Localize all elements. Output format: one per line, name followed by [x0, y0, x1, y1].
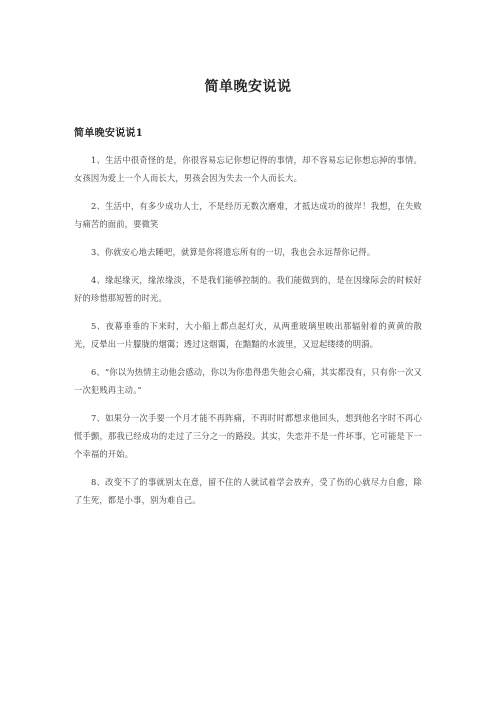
paragraph-7: 7、如果分一次手要一个月才能不再阵痛，不再时时都想求他回头，想到他名字时不再心慌手颤，那我已经成功的走过了三分之一的路段。其实，失恋并不是一件坏事，它可能是下一个幸福的开始。: [74, 413, 422, 459]
paragraph-8: 8、改变不了的事就别太在意，留不住的人就试着学会放弃，受了伤的心就尽力自愈，除了生死，都是小事，别为难自己。: [74, 477, 422, 505]
document-title: 简单晚安说说: [204, 79, 292, 95]
paragraph-4: 4、缘起缘灭，缘浓缘淡，不是我们能够控制的。我们能做到的，是在因缘际会的时候好好的珍惜那短暂的时光。: [74, 275, 422, 303]
paragraph-6: 6、“你以为热情主动他会感动，你以为你患得患失他会心痛，其实都没有，只有你一次又一次犯贱再主动。”: [74, 367, 422, 395]
section-heading: 简单晚安说说1: [74, 128, 144, 139]
paragraph-3: 3、你就安心地去睡吧，就算是你将遗忘所有的一切，我也会永远帮你记得。: [91, 247, 376, 257]
paragraph-2: 2、生活中，有多少成功人士，不是经历无数次磨难，才抵达成功的彼岸！我想，在失败与痛苦的面前，要微笑: [74, 201, 422, 229]
paragraph-list: [74, 151, 422, 519]
paragraph-5: 5、夜幕垂垂的下来时，大小船上都点起灯火，从两重玻璃里映出那辐射着的黄黄的散光，反晕出一片朦胧的烟霭；透过这烟霭，在黯黯的水波里，又逗起缕缕的明漪。: [74, 321, 422, 349]
paragraph-1: 1、生活中很奇怪的是，你很容易忘记你想记得的事情，却不容易忘记你想忘掉的事情。女孩因为爱上一个人而长大，男孩会因为失去一个人而长大。: [74, 155, 422, 183]
